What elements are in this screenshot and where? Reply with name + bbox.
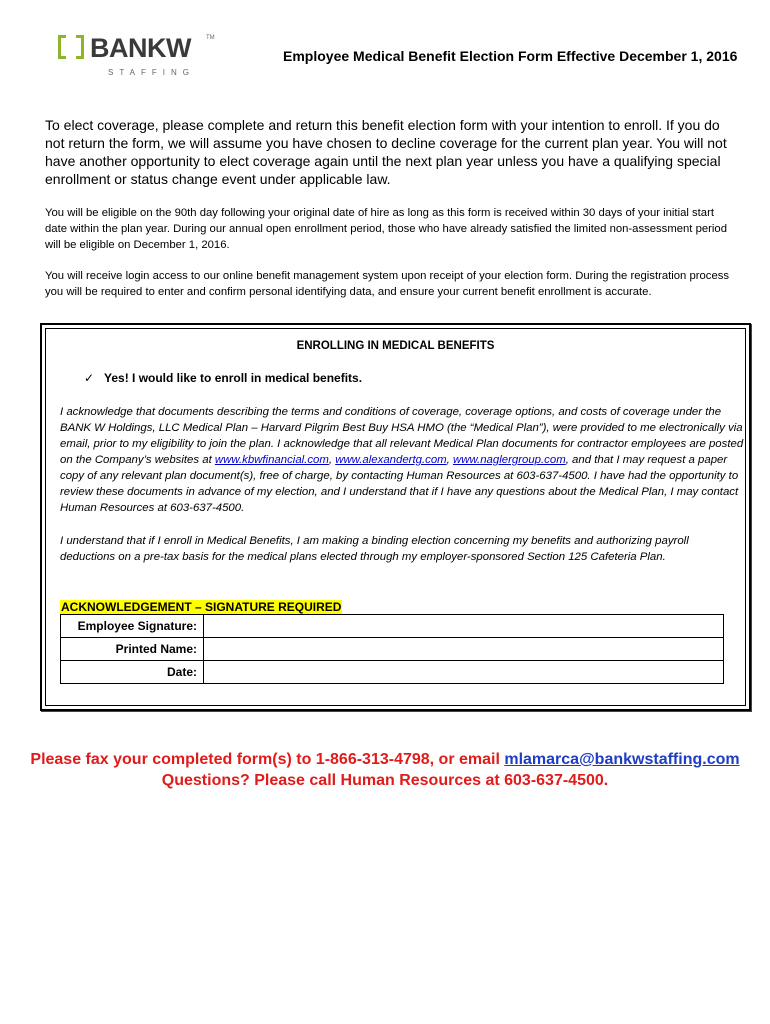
questions-line: Questions? Please call Human Resources at 603-637-4500. [161, 772, 609, 789]
logo-subtitle: STAFFING [108, 68, 195, 77]
acknowledgement-paragraph [60, 404, 744, 516]
date-field[interactable] [204, 661, 724, 684]
login-paragraph: You will receive login access to our online benefit management system upon receipt of your election form. During the registration process you will be required to enter and confirm personal identifying data, and ensure your current benefit enrollment is accurate. [45, 270, 730, 298]
signature-row [61, 615, 724, 638]
link-separator-2: , [446, 454, 453, 466]
eligibility-paragraph: You will be eligible on the 90th day following your original date of hire as long as this form is received within 30 days of your initial start date within the plan year. During our annual open enrollment period, those who have already satisfied the limited non-assessment period will be eligible on December 1, 2016. [45, 207, 727, 251]
enroll-checkbox-line[interactable] [84, 371, 362, 385]
company-logo [58, 32, 218, 78]
kbwfinancial-link[interactable]: www.kbwfinancial.com [214, 454, 329, 466]
logo-wordmark: BANKW [90, 33, 191, 63]
form-title: Employee Medical Benefit Election Form Effective December 1, 2016 [283, 48, 738, 64]
printed-name-row [61, 638, 724, 661]
acknowledgement-text-part2: , and that I may request a paper copy of any relevant plan document(s), free of charge, by contacting Human Resources at 603-637-4500. I have had the opportunity to review these documents in advance of my election, and I understand that if I have any questions about the Medical Plan, I may contact Human Resources at 603-637-4500. [60, 454, 739, 514]
date-row [61, 661, 724, 684]
logo-bracket-left-icon [58, 35, 66, 59]
email-link[interactable]: mlamarca@bankwstaffing.com [504, 751, 740, 768]
enrollment-box [40, 323, 751, 711]
checkmark-icon[interactable]: ✓ [84, 371, 95, 385]
naglergroup-link[interactable]: www.naglergroup.com [453, 454, 566, 466]
enroll-option-label: Yes! I would like to enroll in medical benefits. [104, 371, 363, 385]
fax-instructions [0, 749, 770, 770]
enrollment-box-inner [45, 328, 746, 706]
date-label: Date: [61, 661, 204, 684]
payroll-deduction-paragraph: I understand that if I enroll in Medical Benefits, I am making a binding election concerning my benefits and authorizing payroll deductions on a pre-tax basis for the medical plans elected through my employer-sponsored Section 125 Cafeteria Plan. [60, 535, 689, 563]
signature-field[interactable] [204, 615, 724, 638]
intro-paragraph: To elect coverage, please complete and return this benefit election form with your intention to enroll. If you do not return the form, we will assume you have chosen to decline coverage for the current plan year. You will not have another opportunity to elect coverage again until the next plan year unless you have a qualifying special enrollment or status change event under applicable law. [45, 117, 727, 187]
printed-name-field[interactable] [204, 638, 724, 661]
alexandertg-link[interactable]: www.alexandertg.com [335, 454, 447, 466]
signature-required-heading: ACKNOWLEDGEMENT – SIGNATURE REQUIRED [61, 600, 342, 614]
link-separator-1: , [328, 454, 336, 466]
signature-table [60, 614, 724, 684]
fax-text: Please fax your completed form(s) to 1-866-313-4798, or email [30, 751, 505, 768]
logo-trademark: TM [206, 35, 215, 41]
acknowledgement-text-part1: I acknowledge that documents describing the terms and conditions of coverage, coverage options, and costs of coverage under the BANK W Holdings, LLC Medical Plan – Harvard Pilgrim Best Buy HSA HMO (the “Medical Plan”), were provided to me electronically via email, prior to my eligibility to join the plan. I acknowledge that all relevant Medical Plan documents for contractor employees are posted on the Company’s websites at [60, 406, 744, 466]
signature-label: Employee Signature: [61, 615, 204, 638]
enrollment-heading: ENROLLING IN MEDICAL BENEFITS [296, 340, 495, 352]
logo-bracket-right-icon [76, 35, 84, 59]
printed-name-label: Printed Name: [61, 638, 204, 661]
